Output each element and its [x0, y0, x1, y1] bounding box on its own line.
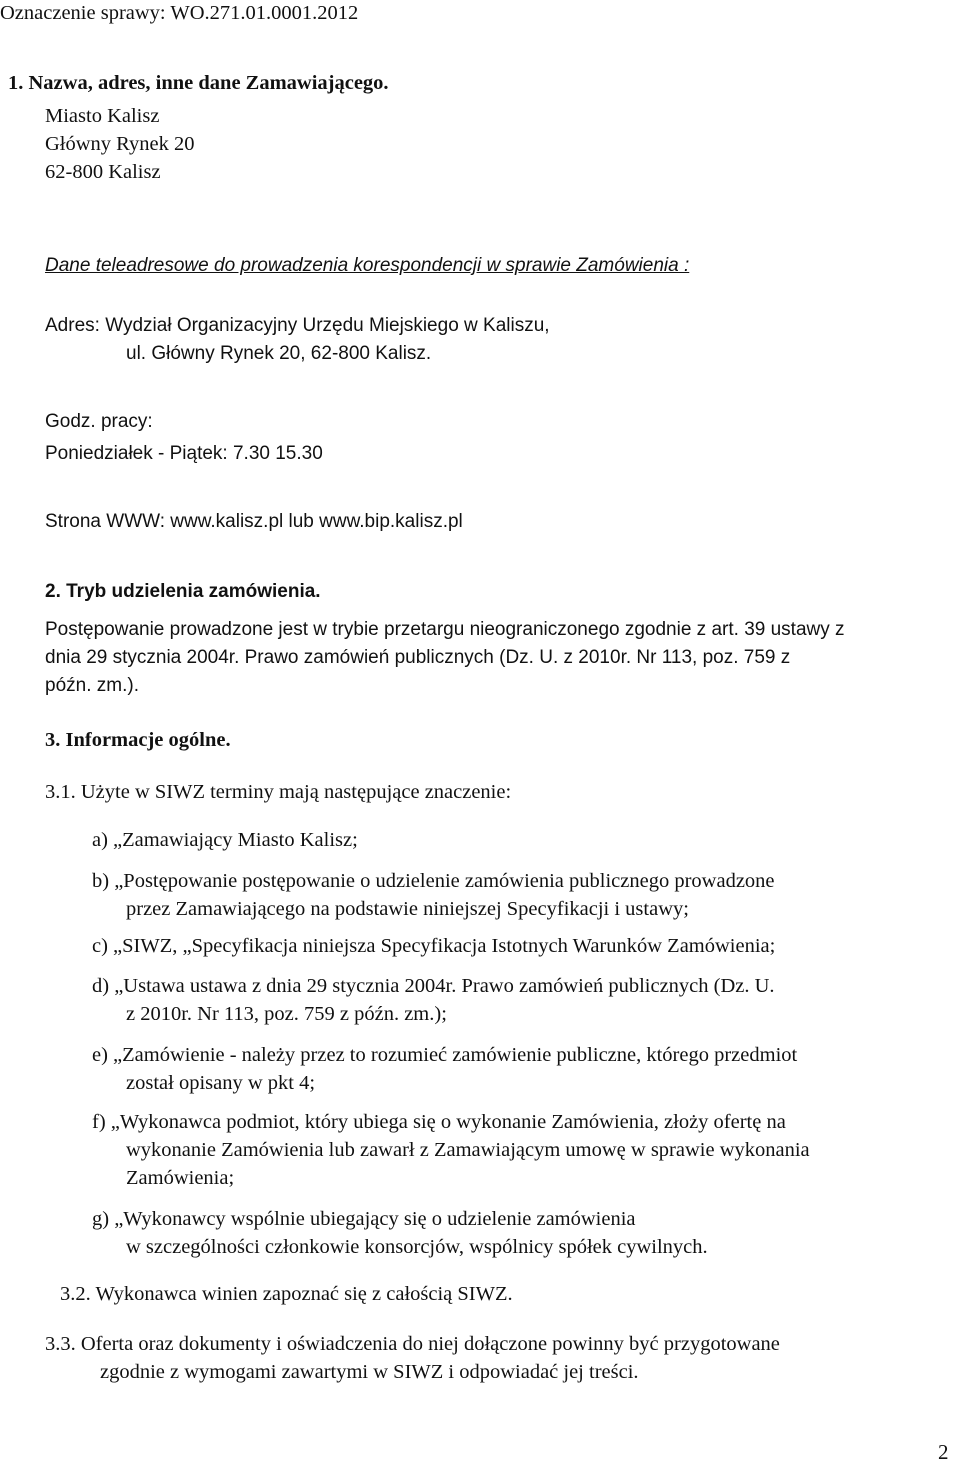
- definition-b-line-1: b) „Postępowanie postępowanie o udzielenie zamówienia publicznego prowadzone: [92, 870, 775, 892]
- definition-d-line-2: z 2010r. Nr 113, poz. 759 z późn. zm.);: [126, 1003, 447, 1025]
- definition-f-line-2: wykonanie Zamówienia lub zawarł z Zamawiającym umowę w sprawie wykonania: [126, 1139, 810, 1161]
- hours-value: Poniedziałek - Piątek: 7.30 15.30: [45, 443, 323, 464]
- definition-g-line-1: g) „Wykonawcy wspólnie ubiegający się o udzielenie zamówienia: [92, 1208, 636, 1230]
- contact-heading: Dane teleadresowe do prowadzenia korespondencji w sprawie Zamówienia :: [45, 255, 690, 276]
- definition-e-line-2: został opisany w pkt 4;: [126, 1072, 316, 1094]
- section2-text-1: Postępowanie prowadzone jest w trybie przetargu nieograniczonego zgodnie z art. 39 ustawy z: [45, 619, 845, 640]
- definition-d-line-1: d) „Ustawa ustawa z dnia 29 stycznia 2004r. Prawo zamówień publicznych (Dz. U.: [92, 975, 775, 997]
- hours-label: Godz. pracy:: [45, 411, 153, 432]
- section3-3-line-2: zgodnie z wymogami zawartymi w SIWZ i odpowiadać jej treści.: [100, 1361, 639, 1383]
- org-street: Główny Rynek 20: [45, 133, 195, 155]
- definition-f-line-1: f) „Wykonawca podmiot, który ubiega się o wykonanie Zamówienia, złoży ofertę na: [92, 1111, 786, 1133]
- case-reference: Oznaczenie sprawy: WO.271.01.0001.2012: [0, 2, 359, 24]
- definition-f-line-3: Zamówienia;: [126, 1167, 235, 1189]
- address-line-2: ul. Główny Rynek 20, 62-800 Kalisz.: [126, 343, 432, 364]
- page-number: 2: [938, 1440, 949, 1464]
- section2-text-3: późn. zm.).: [45, 675, 139, 696]
- www-line: Strona WWW: www.kalisz.pl lub www.bip.kalisz.pl: [45, 511, 463, 532]
- section3-heading: 3. Informacje ogólne.: [45, 729, 231, 751]
- section2-text-2: dnia 29 stycznia 2004r. Prawo zamówień publicznych (Dz. U. z 2010r. Nr 113, poz. 759 z: [45, 647, 791, 668]
- definition-b-line-2: przez Zamawiającego na podstawie niniejszej Specyfikacji i ustawy;: [126, 898, 689, 920]
- section1-heading: 1. Nazwa, adres, inne dane Zamawiającego.: [8, 72, 389, 94]
- definition-g-line-2: w szczególności członkowie konsorcjów, wspólnicy spółek cywilnych.: [126, 1236, 708, 1258]
- section3-1: 3.1. Użyte w SIWZ terminy mają następujące znaczenie:: [45, 781, 512, 803]
- address-line-1: Adres: Wydział Organizacyjny Urzędu Miejskiego w Kaliszu,: [45, 315, 550, 336]
- org-name: Miasto Kalisz: [45, 105, 160, 127]
- section3-2: 3.2. Wykonawca winien zapoznać się z całością SIWZ.: [60, 1283, 513, 1305]
- section2-heading: 2. Tryb udzielenia zamówienia.: [45, 581, 321, 602]
- definition-c: c) „SIWZ, „Specyfikacja niniejsza Specyfikacja Istotnych Warunków Zamówienia;: [92, 935, 776, 957]
- definition-e-line-1: e) „Zamówienie - należy przez to rozumieć zamówienie publiczne, którego przedmiot: [92, 1044, 798, 1066]
- org-city: 62-800 Kalisz: [45, 161, 161, 183]
- section3-3-line-1: 3.3. Oferta oraz dokumenty i oświadczenia do niej dołączone powinny być przygotowane: [45, 1333, 780, 1355]
- definition-a: a) „Zamawiający Miasto Kalisz;: [92, 829, 358, 851]
